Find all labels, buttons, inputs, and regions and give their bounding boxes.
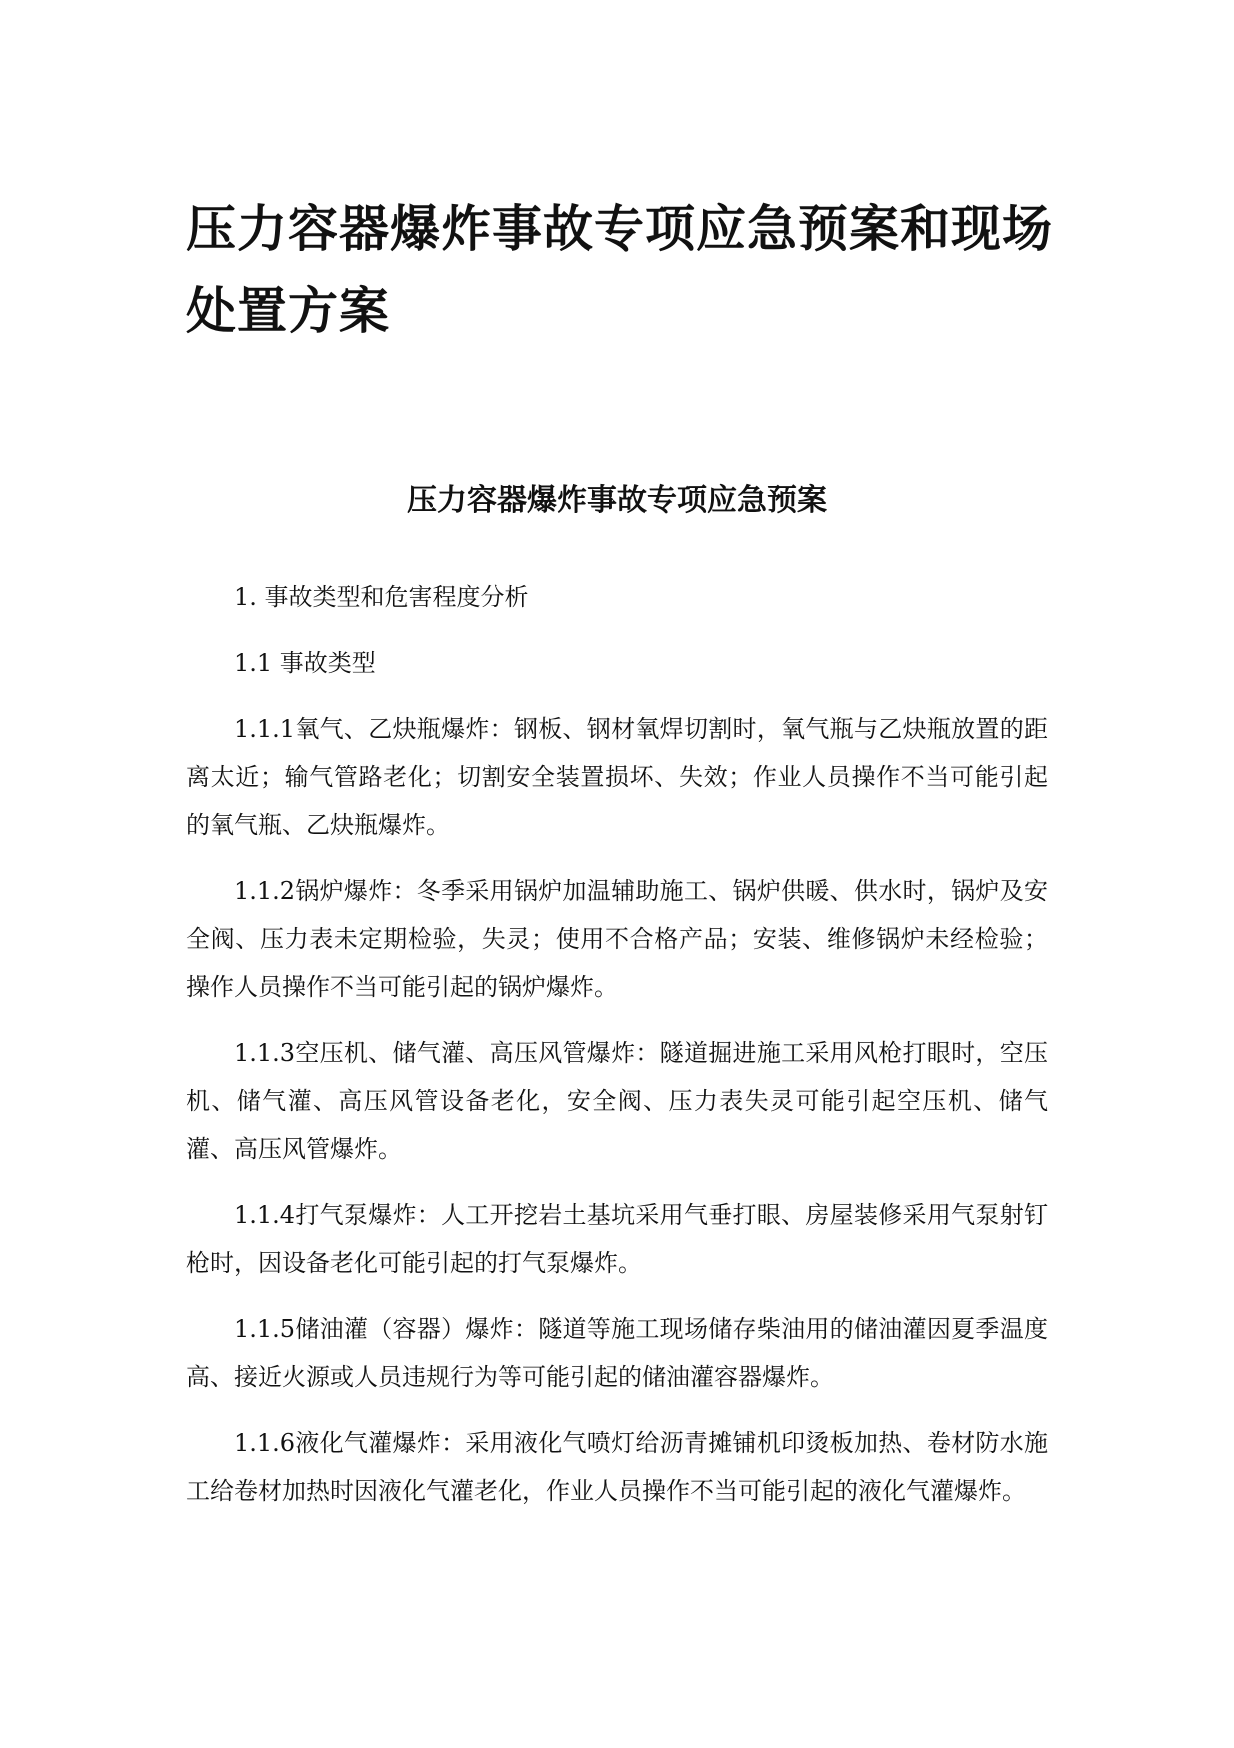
document-title-line-1: 压力容器爆炸事故专项应急预案和现场 [186, 199, 1053, 258]
paragraph-1-1-2: 1.1.2锅炉爆炸：冬季采用锅炉加温辅助施工、锅炉供暖、供水时，锅炉及安全阀、压力表未定期检验，失灵；使用不合格产品；安装、维修锅炉未经检验；操作人员操作不当可能引起的锅炉爆炸。 [186, 877, 1048, 1001]
paragraph-1-1-1: 1.1.1氧气、乙炔瓶爆炸：钢板、钢材氧焊切割时，氧气瓶与乙炔瓶放置的距离太近；输气管路老化；切割安全装置损坏、失效；作业人员操作不当可能引起的氧气瓶、乙炔瓶爆炸。 [186, 715, 1048, 839]
document-body [186, 573, 1048, 1533]
paragraph-1-1-5: 1.1.5储油灌（容器）爆炸：隧道等施工现场储存柴油用的储油灌因夏季温度高、接近火源或人员违规行为等可能引起的储油灌容器爆炸。 [186, 1315, 1048, 1391]
section-title: 压力容器爆炸事故专项应急预案 [407, 483, 827, 518]
paragraph-1-1-6: 1.1.6液化气灌爆炸：采用液化气喷灯给沥青摊铺机印烫板加热、卷材防水施工给卷材加热时因液化气灌老化，作业人员操作不当可能引起的液化气灌爆炸。 [186, 1429, 1048, 1505]
heading-1-1: 1.1 事故类型 [234, 649, 376, 677]
heading-1: 1. 事故类型和危害程度分析 [234, 583, 529, 611]
paragraph-1-1-3: 1.1.3空压机、储气灌、高压风管爆炸：隧道掘进施工采用风枪打眼时，空压机、储气灌、高压风管设备老化，安全阀、压力表失灵可能引起空压机、储气灌、高压风管爆炸。 [186, 1039, 1048, 1163]
document-title-line-2: 处置方案 [186, 281, 390, 340]
document-title [186, 188, 1066, 352]
paragraph-1-1-4: 1.1.4打气泵爆炸：人工开挖岩土基坑采用气垂打眼、房屋装修采用气泵射钉枪时，因设备老化可能引起的打气泵爆炸。 [186, 1201, 1048, 1277]
